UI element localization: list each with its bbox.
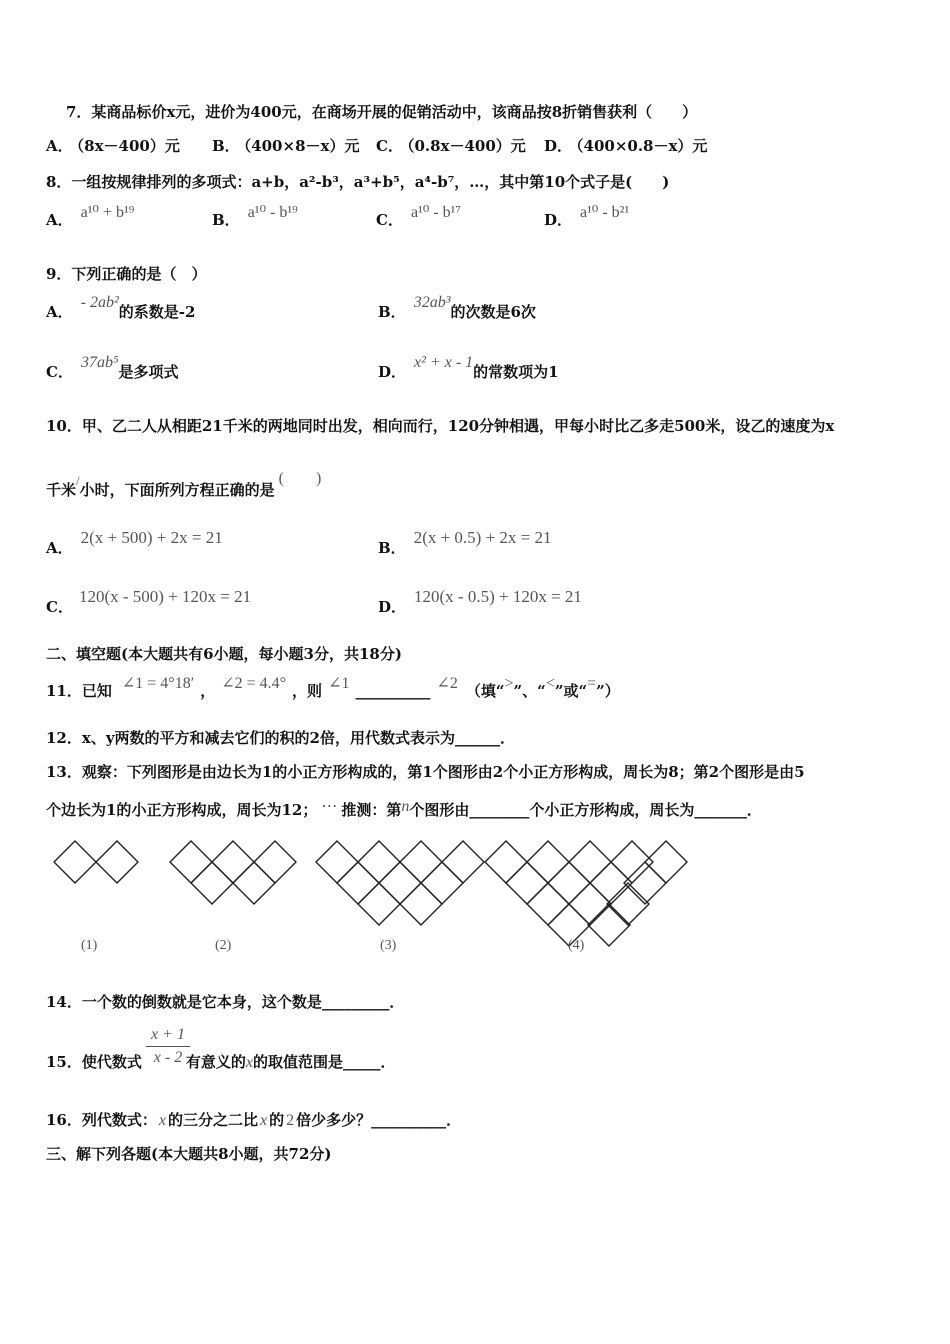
- option-text: 的系数是-2: [118, 303, 196, 321]
- q13-line2-a: 个边长为1的小正方形构成，周长为12；: [46, 801, 318, 819]
- q11-hint-close: ”）: [596, 682, 620, 700]
- figure-1-squares: [54, 841, 138, 883]
- q7-option-b: [212, 136, 359, 156]
- q11-then: ，则: [292, 682, 323, 700]
- q14-stem: 14．一个数的倒数就是它本身，这个数是_________．: [46, 993, 405, 1011]
- q11-hint-sep1: ”、“: [513, 682, 546, 700]
- figure-2-squares: [170, 841, 296, 904]
- q11-hint-open: （填“: [465, 682, 505, 700]
- option-label: A．: [46, 303, 73, 321]
- q13-n: n: [401, 798, 410, 815]
- option-label: D．: [544, 137, 573, 155]
- q10-stem-line2: [46, 470, 322, 501]
- q9-option-c: [46, 354, 179, 383]
- q9-option-d: [378, 354, 559, 383]
- option-label: B．: [378, 539, 406, 557]
- q16-x2: x: [260, 1112, 268, 1129]
- q8-option-a: [46, 204, 135, 231]
- option-math: 120(x - 500) + 120x = 21: [78, 587, 252, 606]
- option-label: B．: [378, 303, 406, 321]
- figure-2-label: (2): [215, 938, 232, 953]
- option-label: D．: [544, 211, 573, 229]
- q7-option-c: [376, 136, 526, 156]
- q10-option-c: [46, 587, 252, 617]
- q10-option-a: [46, 528, 223, 558]
- q10-option-d: [378, 587, 582, 617]
- q7-option-a: [46, 136, 180, 156]
- q11-eq-symbol: =: [587, 675, 597, 692]
- q11-lt-symbol: <: [545, 675, 555, 692]
- q13-line2-b: 推测：第: [341, 801, 402, 819]
- q15-x: x: [245, 1054, 253, 1071]
- q7-option-d: [544, 136, 707, 156]
- option-text: （400×0.8－x）元: [576, 137, 708, 155]
- figure-3-label: (3): [380, 938, 397, 953]
- q16-line: [46, 1110, 461, 1131]
- q13-figures: [48, 834, 688, 964]
- q8-option-c: [376, 204, 461, 231]
- option-math: 2(x + 500) + 2x = 21: [80, 528, 223, 547]
- option-text: （400×8－x）元: [243, 137, 360, 155]
- q10-stem-line1: 10．甲、乙二人从相距21千米的两地同时出发，相向而行，120分钟相遇，甲每小时比乙多走500米，设乙的速度为x: [46, 417, 835, 435]
- q11-angle2-ref: ∠2: [436, 675, 458, 692]
- q11-line: [46, 675, 620, 702]
- q10-slash: /: [76, 473, 80, 488]
- q11-answer-blank[interactable]: __________: [355, 682, 431, 700]
- q13-line1: 13．观察：下列图形是由边长为1的小正方形构成的，第1个图形由2个小正方形构成，周长为8；第2个图形是由5: [46, 763, 805, 781]
- figure-4-label: (4): [568, 938, 585, 953]
- option-label: C．: [376, 137, 403, 155]
- q16-mid: 的三分之二比: [167, 1111, 258, 1129]
- q16-suffix: 倍少多少？__________．: [296, 1111, 462, 1129]
- option-math: 32ab³: [413, 294, 451, 311]
- option-label: C．: [46, 598, 73, 616]
- option-math: 2(x + 0.5) + 2x = 21: [413, 528, 552, 547]
- option-label: A．: [46, 137, 73, 155]
- q9-stem: 9．下列正确的是（ ）: [46, 265, 207, 283]
- option-label: C．: [376, 211, 403, 229]
- q8-stem: 8．一组按规律排列的多项式：a+b，a²-b³，a³+b⁵，a⁴-b⁷，…，其中第10个式子是( ): [46, 173, 670, 191]
- option-label: D．: [378, 363, 407, 381]
- q16-mid2: 的: [269, 1111, 285, 1129]
- q10-unit-km: 千米: [46, 481, 77, 499]
- figure-3-squares: [316, 841, 484, 925]
- q16-two: 2: [286, 1112, 295, 1129]
- q11-angle1-ref: ∠1: [328, 675, 350, 692]
- option-math: - 2ab²: [80, 294, 119, 311]
- q15-numerator: x + 1: [146, 1026, 190, 1047]
- q9-option-b: [378, 294, 536, 323]
- option-math: x² + x - 1: [414, 354, 474, 371]
- option-text: 的常数项为1: [473, 363, 559, 381]
- q8-option-d: [544, 204, 630, 231]
- q15-mid: 有意义的: [185, 1053, 246, 1071]
- q10-unit-hour: 小时，下面所列方程正确的是: [79, 481, 275, 499]
- q10-option-b: [378, 528, 552, 558]
- option-label: B．: [212, 211, 240, 229]
- q12-stem: 12．x、y两数的平方和减去它们的积的2倍，用代数式表示为______．: [46, 729, 515, 747]
- q11-angle2: ∠2 = 4.4°: [221, 675, 287, 692]
- q7-stem: 7．某商品标价x元，进价为400元，在商场开展的促销活动中，该商品按8折销售获利（ ）: [66, 103, 698, 121]
- q11-prefix: 11．已知: [46, 682, 112, 700]
- option-math: a¹⁰ - b¹⁷: [410, 204, 461, 221]
- q16-x1: x: [158, 1112, 166, 1129]
- q11-hint-sep2: ”或“: [554, 682, 588, 700]
- q11-comma: ，: [200, 682, 216, 700]
- q15-fraction: [146, 1026, 190, 1067]
- q11-gt-symbol: >: [504, 675, 514, 692]
- q8-option-b: [212, 204, 298, 231]
- option-label: B．: [212, 137, 240, 155]
- q9-option-a: [46, 294, 196, 323]
- option-label: A．: [46, 211, 73, 229]
- option-label: A．: [46, 539, 73, 557]
- q13-ellipsis: ⋯: [321, 798, 338, 815]
- q15-denominator: x - 2: [153, 1049, 183, 1066]
- q15-prefix: 15．使代数式: [46, 1053, 142, 1071]
- option-text: 是多项式: [118, 363, 179, 381]
- option-math: 120(x - 0.5) + 120x = 21: [414, 587, 582, 606]
- option-text: （0.8x－400）元: [406, 137, 526, 155]
- q13-line2-c: 个图形由________个小正方形构成，周长为_______．: [409, 801, 762, 819]
- q16-prefix: 16．列代数式：: [46, 1111, 157, 1129]
- option-math: 37ab⁵: [80, 354, 119, 371]
- q13-line2: [46, 800, 762, 821]
- section-3-title: 三、解下列各题(本大题共8小题，共72分): [46, 1145, 332, 1163]
- q15-suffix: 的取值范围是_____．: [253, 1053, 396, 1071]
- figure-1-label: (1): [81, 938, 98, 953]
- option-text: 的次数是6次: [450, 303, 536, 321]
- section-2-title: 二、填空题(本大题共有6小题，每小题3分，共18分): [46, 645, 402, 663]
- option-math: a¹⁰ + b¹⁹: [80, 204, 135, 221]
- option-label: D．: [378, 598, 407, 616]
- q15-line: [46, 1052, 396, 1073]
- option-label: C．: [46, 363, 73, 381]
- option-math: a¹⁰ - b²¹: [580, 204, 630, 221]
- q10-answer-paren: ( ): [278, 470, 322, 487]
- figure-4-squares: [485, 841, 687, 946]
- option-text: （8x－400）元: [76, 137, 180, 155]
- q11-angle1: ∠1 = 4°18′: [121, 675, 195, 692]
- option-math: a¹⁰ - b¹⁹: [247, 204, 298, 221]
